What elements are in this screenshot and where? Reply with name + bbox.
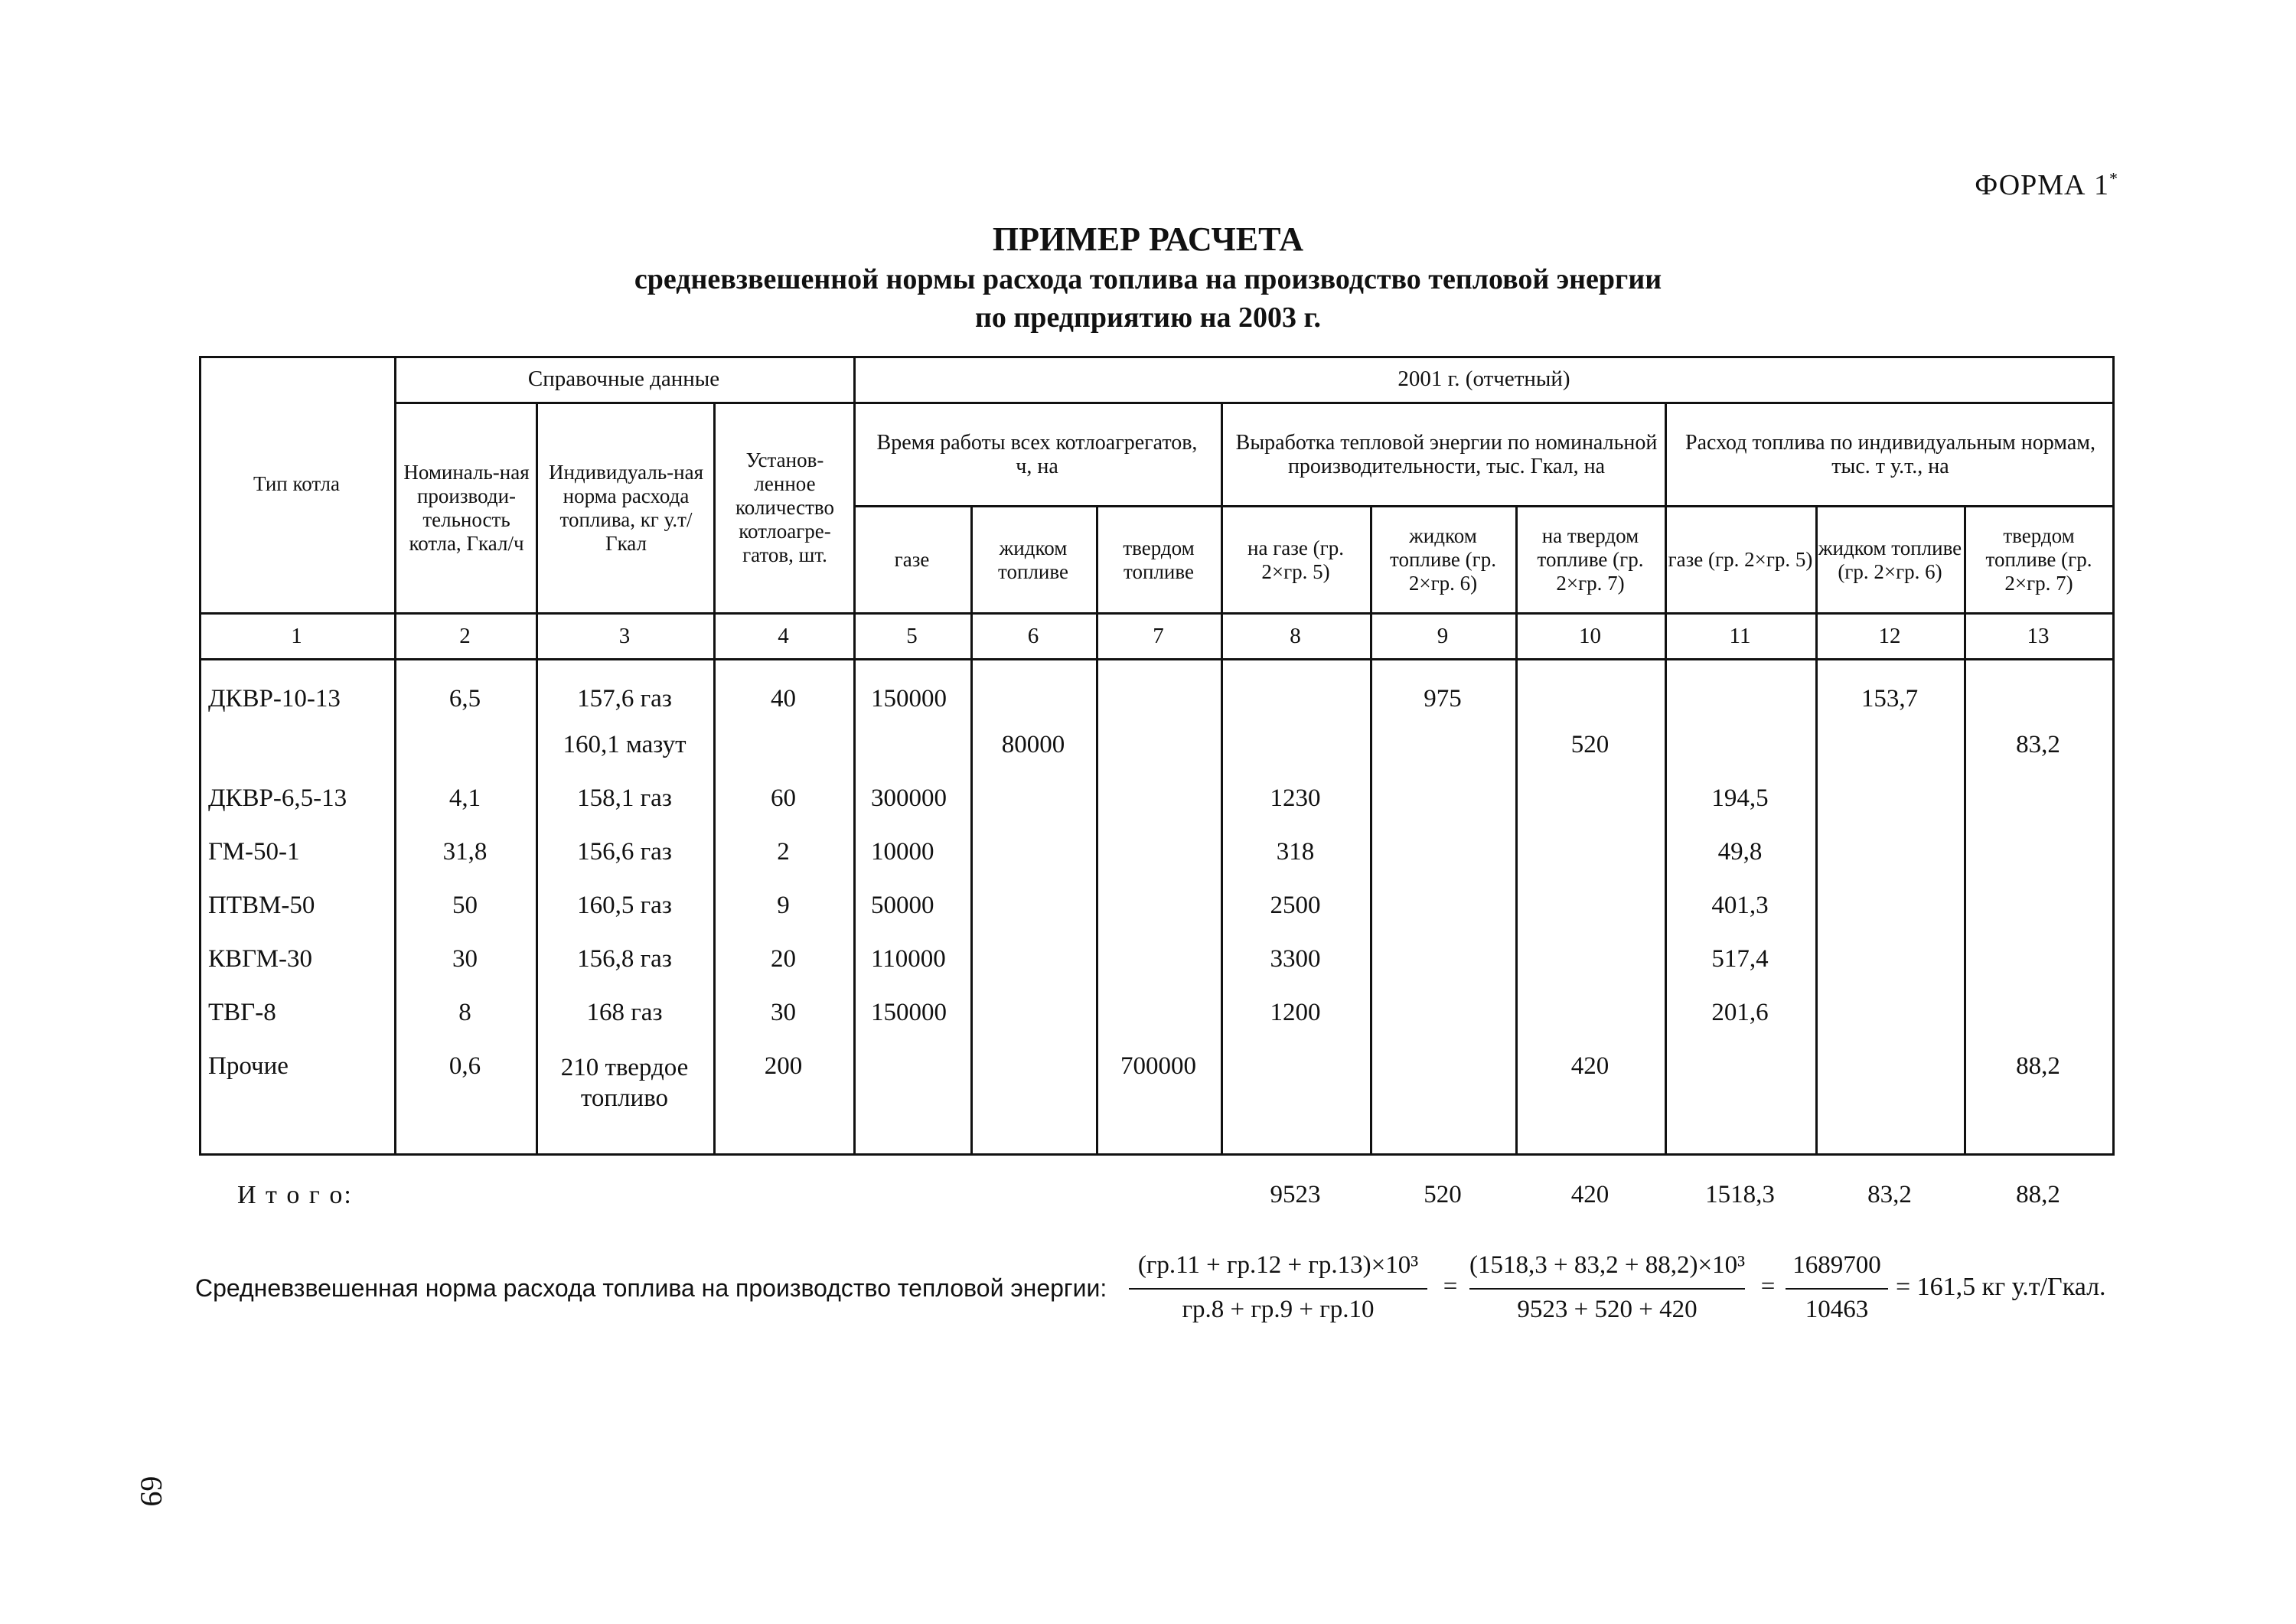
table-line [853, 356, 856, 1156]
header-output-solid: на твердом топливе (гр. 2×гр. 7) [1537, 524, 1644, 595]
total-c12: 83,2 [1867, 1181, 1912, 1208]
row-c11: 517,4 [1711, 945, 1769, 973]
formula-label: Средневзвешенная норма расхода топлива на производство тепловой энергии: [195, 1274, 1107, 1302]
row-norm: 158,1 газ [577, 784, 672, 812]
formula-num3: 1689700 [1792, 1251, 1881, 1279]
row-norm: 210 твердое топливо [560, 1054, 689, 1112]
page-title: ПРИМЕР РАСЧЕТА [992, 220, 1304, 258]
table-line [713, 402, 716, 1156]
row-c9: 975 [1424, 685, 1462, 713]
col-number: 12 [1878, 624, 1901, 648]
row-type: Прочие [208, 1052, 289, 1080]
col-number: 1 [291, 624, 302, 648]
header-output-liquid: жидком топливе (гр. 2×гр. 6) [1390, 524, 1496, 595]
row-nominal: 30 [452, 945, 478, 973]
row-count: 9 [777, 892, 790, 919]
col-number: 11 [1729, 624, 1751, 648]
row-c6: 80000 [1001, 731, 1065, 758]
row-norm: 168 газ [586, 999, 663, 1026]
fraction-bar [1786, 1288, 1888, 1290]
header-time-liquid: жидком топливе [998, 536, 1068, 583]
header-group-output: Выработка тепловой энергии по номинальной производительности, тыс. Гкал, на [1235, 430, 1658, 478]
col-number: 10 [1579, 624, 1601, 648]
header-group-time: Время работы всех котлоагрегатов, ч, на [876, 430, 1198, 478]
row-c10: 420 [1570, 1052, 1609, 1080]
page-subtitle-line2: по предприятию на 2003 г. [975, 302, 1321, 334]
fraction-bar [1469, 1288, 1745, 1290]
header-group-fuel: Расход топлива по индивидуальным нормам, тыс. т у.т., на [1685, 430, 2095, 478]
total-c9: 520 [1424, 1181, 1462, 1208]
formula-num1: (гр.11 + гр.12 + гр.13)×10³ [1137, 1251, 1419, 1279]
col-number: 13 [2027, 624, 2050, 648]
formula-result: = 161,5 кг у.т/Гкал. [1896, 1273, 2106, 1301]
header-group-reported: 2001 г. (отчетный) [1397, 366, 1570, 391]
row-c8: 318 [1276, 838, 1315, 866]
table-line [536, 402, 538, 1156]
header-fuel-solid: твердом топливе (гр. 2×гр. 7) [1985, 524, 2092, 595]
col-number: 3 [618, 624, 631, 648]
header-group-reference: Справочные данные [527, 366, 720, 391]
row-type: КВГМ-30 [208, 945, 312, 973]
header-time-solid: твердом топливе [1123, 536, 1195, 583]
row-count: 60 [771, 784, 796, 812]
total-c10: 420 [1570, 1181, 1609, 1208]
row-c7: 700000 [1120, 1052, 1196, 1080]
header-nominal: Номиналь-ная производи-тельность котла, Гкал/ч [403, 460, 530, 555]
row-norm: 160,1 мазут [563, 731, 687, 758]
row-c5: 110000 [871, 945, 946, 973]
col-number: 4 [778, 624, 789, 648]
fuel-table [199, 356, 2115, 1159]
col-number: 5 [906, 624, 918, 648]
form-mark: * [2109, 168, 2118, 188]
formula [195, 1228, 2124, 1328]
row-c11: 401,3 [1711, 892, 1769, 919]
row-type: ТВГ-8 [208, 999, 276, 1026]
row-c5: 50000 [871, 892, 934, 919]
col-number: 9 [1437, 624, 1449, 648]
row-type: ДКВР-10-13 [208, 685, 341, 713]
row-c11: 194,5 [1711, 784, 1769, 812]
row-c12: 153,7 [1861, 685, 1919, 713]
table-line [394, 356, 396, 1156]
table-line [199, 658, 2115, 660]
header-count: Установ-ленное количество котлоагре-гатов, шт. [735, 448, 834, 566]
row-norm: 156,6 газ [577, 838, 672, 866]
col-number: 8 [1290, 624, 1301, 648]
total-c8: 9523 [1270, 1181, 1321, 1208]
row-nominal: 31,8 [442, 838, 488, 866]
row-norm: 160,5 газ [577, 892, 672, 919]
header-time-gas: газе [894, 548, 930, 571]
row-count: 2 [777, 838, 790, 866]
row-norm: 156,8 газ [577, 945, 672, 973]
page-number: 69 [134, 1476, 169, 1507]
formula-den3: 10463 [1805, 1296, 1869, 1323]
header-fuel-gas: газе (гр. 2×гр. 5) [1668, 548, 1813, 571]
row-nominal: 0,6 [448, 1052, 481, 1080]
row-nominal: 6,5 [448, 685, 481, 713]
row-count: 20 [771, 945, 796, 973]
row-count: 200 [764, 1052, 803, 1080]
row-c8: 1230 [1270, 784, 1321, 812]
row-c13: 83,2 [2016, 731, 2060, 758]
formula-num2: (1518,3 + 83,2 + 88,2)×10³ [1469, 1251, 1745, 1279]
row-type: ПТВМ-50 [208, 892, 315, 919]
row-c13: 88,2 [2016, 1052, 2060, 1080]
row-norm: 157,6 газ [577, 685, 672, 713]
row-c5: 150000 [871, 999, 947, 1026]
total-c13: 88,2 [2016, 1181, 2060, 1208]
form-label: ФОРМА 1* [1975, 168, 2118, 201]
col-number: 2 [459, 624, 471, 648]
row-count: 40 [771, 685, 796, 713]
row-nominal: 50 [452, 892, 478, 919]
row-type: ДКВР-6,5-13 [208, 784, 347, 812]
row-c5: 300000 [871, 784, 947, 812]
row-c10: 520 [1570, 731, 1609, 758]
header-norm: Индивидуаль-ная норма расхода топлива, кг у.т/Гкал [548, 460, 704, 555]
row-type: ГМ-50-1 [208, 838, 300, 866]
page-subtitle-line1: средневзвешенной нормы расхода топлива на производство тепловой энергии [634, 263, 1662, 295]
total-label: И т о г о: [237, 1181, 353, 1209]
title-block [0, 219, 2296, 337]
row-nominal: 4,1 [448, 784, 481, 812]
row-c8: 1200 [1270, 999, 1321, 1026]
col-number: 7 [1153, 624, 1164, 648]
row-c8: 3300 [1270, 945, 1321, 973]
col-number: 6 [1027, 624, 1039, 648]
table-line [2112, 356, 2115, 1156]
table-line [199, 1153, 2115, 1156]
formula-den2: 9523 + 520 + 420 [1517, 1296, 1698, 1323]
row-c11: 201,6 [1711, 999, 1769, 1026]
header-fuel-liquid: жидком топливе (гр. 2×гр. 6) [1818, 536, 1962, 583]
row-c11: 49,8 [1717, 838, 1763, 866]
header-type: Тип котла [253, 472, 340, 495]
formula-eq: = [1760, 1273, 1776, 1300]
fraction-bar [1129, 1288, 1427, 1290]
row-c5: 150000 [871, 685, 947, 713]
formula-eq: = [1443, 1273, 1458, 1300]
total-c11: 1518,3 [1705, 1181, 1775, 1208]
formula-den1: гр.8 + гр.9 + гр.10 [1182, 1296, 1375, 1323]
row-nominal: 8 [458, 999, 471, 1026]
header-output-gas: на газе (гр. 2×гр. 5) [1247, 536, 1344, 583]
row-c5: 10000 [871, 838, 934, 866]
row-count: 30 [771, 999, 796, 1026]
row-c8: 2500 [1270, 892, 1321, 919]
